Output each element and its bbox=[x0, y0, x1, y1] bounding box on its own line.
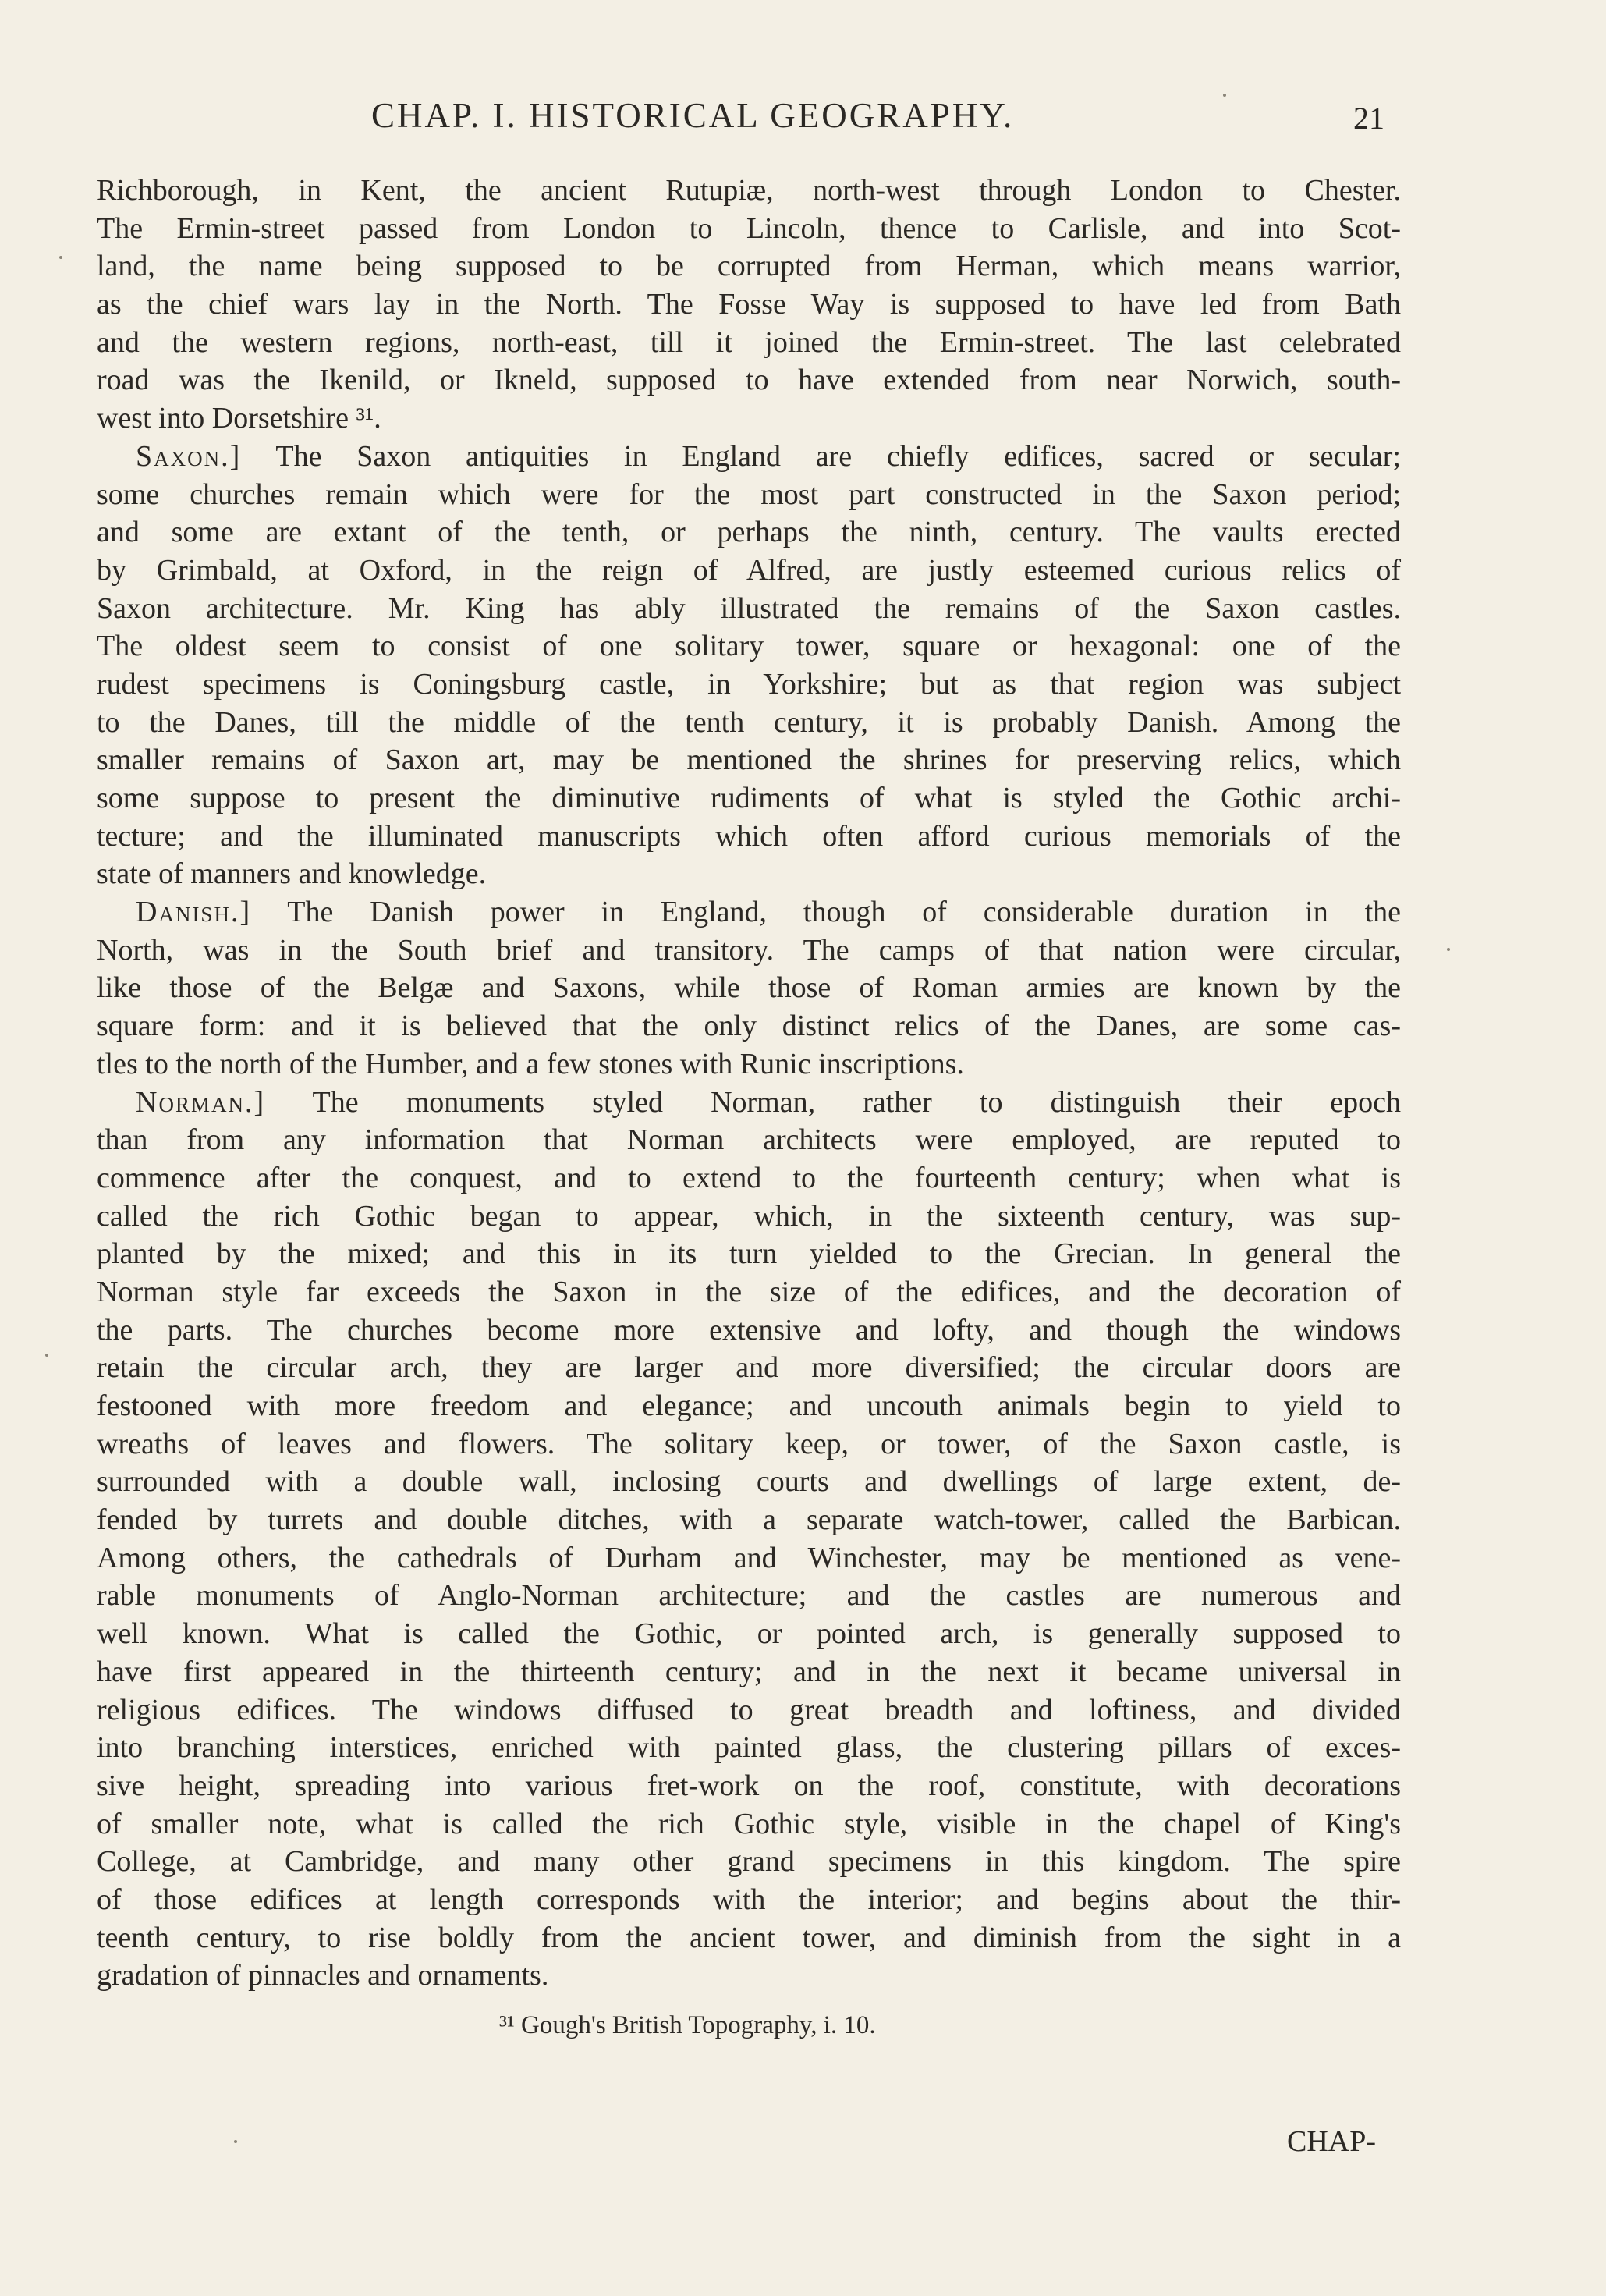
text-line-saxon-section: Saxon.] The Saxon antiquities in England are chiefly edifices, sacred or secular; bbox=[136, 439, 1401, 473]
text-line: of those edifices at length corresponds with the interior; and begins about the thir- bbox=[97, 1883, 1401, 1916]
text-line: well known. What is called the Gothic, or pointed arch, is generally supposed to bbox=[97, 1617, 1401, 1651]
text-line: religious edifices. The windows diffused to great breadth and loftiness, and divided bbox=[97, 1693, 1401, 1726]
text-line-norman-section: Norman.] The monuments styled Norman, rather to distinguish their epoch bbox=[136, 1085, 1401, 1119]
paper-speck bbox=[1223, 94, 1226, 97]
text-line: by Grimbald, at Oxford, in the reign of Alfred, are justly esteemed curious relics of bbox=[97, 553, 1401, 587]
text-line: the parts. The churches become more extensive and lofty, and though the windows bbox=[97, 1313, 1401, 1347]
text-line: commence after the conquest, and to extend to the fourteenth century; when what is bbox=[97, 1161, 1401, 1194]
text-line: have first appeared in the thirteenth century; and in the next it became universal in bbox=[97, 1655, 1401, 1688]
text-line: teenth century, to rise boldly from the ancient tower, and diminish from the sight in a bbox=[97, 1921, 1401, 1954]
text-line: of smaller note, what is called the rich Gothic style, visible in the chapel of King's bbox=[97, 1807, 1401, 1840]
text-line: into branching interstices, enriched with painted glass, the clustering pillars of exces- bbox=[97, 1731, 1401, 1765]
section-heading: Saxon.] bbox=[136, 439, 242, 473]
text-line: North, was in the South brief and transitory. The camps of that nation were circular, bbox=[97, 933, 1401, 967]
text-line: and the western regions, north-east, till it joined the Ermin-street. The last celebrated bbox=[97, 325, 1401, 359]
text-line: festooned with more freedom and elegance; and uncouth animals begin to yield to bbox=[97, 1389, 1401, 1422]
paper-speck bbox=[234, 2140, 237, 2143]
text-line: than from any information that Norman architects were employed, are reputed to bbox=[97, 1123, 1401, 1157]
text-line: Among others, the cathedrals of Durham and Winchester, may be mentioned as vene- bbox=[97, 1541, 1401, 1574]
text-line: to the Danes, till the middle of the tenth century, it is probably Danish. Among the bbox=[97, 705, 1401, 739]
section-heading: Norman.] bbox=[136, 1085, 266, 1119]
text-line: called the rich Gothic began to appear, which, in the sixteenth century, was sup- bbox=[97, 1199, 1401, 1233]
text-line: tecture; and the illuminated manuscripts which often afford curious memorials of the bbox=[97, 819, 1401, 853]
page-header bbox=[0, 95, 1606, 142]
text-line: some churches remain which were for the most part constructed in the Saxon period; bbox=[97, 477, 1401, 511]
text-line: square form: and it is believed that the only distinct relics of the Danes, are some cas- bbox=[97, 1010, 1401, 1043]
text-line: The Ermin-street passed from London to Lincoln, thence to Carlisle, and into Scot- bbox=[97, 211, 1401, 245]
text-line: gradation of pinnacles and ornaments. bbox=[97, 1959, 549, 1993]
catchword: CHAP- bbox=[1287, 2125, 1377, 2158]
text-line: surrounded with a double wall, inclosing courts and dwellings of large extent, de- bbox=[97, 1465, 1401, 1499]
text-line: rudest specimens is Coningsburg castle, in Yorkshire; but as that region was subject bbox=[97, 667, 1401, 701]
text-line: rable monuments of Anglo-Norman architecture; and the castles are numerous and bbox=[97, 1579, 1401, 1613]
text-line: sive height, spreading into various fret-work on the roof, constitute, with decorations bbox=[97, 1769, 1401, 1802]
text-line: and some are extant of the tenth, or perhaps the ninth, century. The vaults erected bbox=[97, 516, 1401, 549]
text-line: smaller remains of Saxon art, may be mentioned the shrines for preserving relics, which bbox=[97, 743, 1401, 777]
page-number: 21 bbox=[1353, 101, 1384, 136]
text-line: some suppose to present the diminutive rudiments of what is styled the Gothic archi- bbox=[97, 782, 1401, 814]
text-line: fended by turrets and double ditches, with a separate watch-tower, called the Barbican. bbox=[97, 1503, 1401, 1537]
text-line: land, the name being supposed to be corrupted from Herman, which means warrior, bbox=[97, 250, 1401, 283]
text-line: retain the circular arch, they are larger and more diversified; the circular doors are bbox=[97, 1351, 1401, 1385]
text-line: state of manners and knowledge. bbox=[97, 857, 487, 891]
footnote: ³¹ Gough's British Topography, i. 10. bbox=[499, 2011, 876, 2039]
text-line: College, at Cambridge, and many other grand specimens in this kingdom. The spire bbox=[97, 1845, 1401, 1879]
running-head: CHAP. I. HISTORICAL GEOGRAPHY. bbox=[371, 96, 1015, 135]
text-line: road was the Ikenild, or Ikneld, supposed to have extended from near Norwich, south- bbox=[97, 364, 1401, 397]
text-line: Richborough, in Kent, the ancient Rutupiæ, north-west through London to Chester. bbox=[97, 174, 1401, 207]
text-line: planted by the mixed; and this in its turn yielded to the Grecian. In general the bbox=[97, 1237, 1401, 1271]
paper-speck bbox=[59, 256, 62, 259]
text-line: tles to the north of the Humber, and a few stones with Runic inscriptions. bbox=[97, 1047, 964, 1081]
text-body bbox=[97, 172, 1401, 1995]
text-line: as the chief wars lay in the North. The Fosse Way is supposed to have led from Bath bbox=[97, 288, 1401, 321]
text-line: west into Dorsetshire ³¹. bbox=[97, 402, 381, 435]
text-line-danish-section: Danish.] The Danish power in England, though of considerable duration in the bbox=[136, 896, 1401, 929]
text-line: like those of the Belgæ and Saxons, while those of Roman armies are known by the bbox=[97, 971, 1401, 1005]
text-line: Saxon architecture. Mr. King has ably illustrated the remains of the Saxon castles. bbox=[97, 591, 1401, 625]
paper-speck bbox=[1447, 948, 1450, 951]
text-line: wreaths of leaves and flowers. The solitary keep, or tower, of the Saxon castle, is bbox=[97, 1427, 1401, 1460]
text-line: Norman style far exceeds the Saxon in the size of the edifices, and the decoration of bbox=[97, 1275, 1401, 1308]
text-line: The oldest seem to consist of one solitary tower, square or hexagonal: one of the bbox=[97, 630, 1401, 663]
paper-speck bbox=[45, 1354, 48, 1357]
section-heading: Danish.] bbox=[136, 896, 252, 929]
